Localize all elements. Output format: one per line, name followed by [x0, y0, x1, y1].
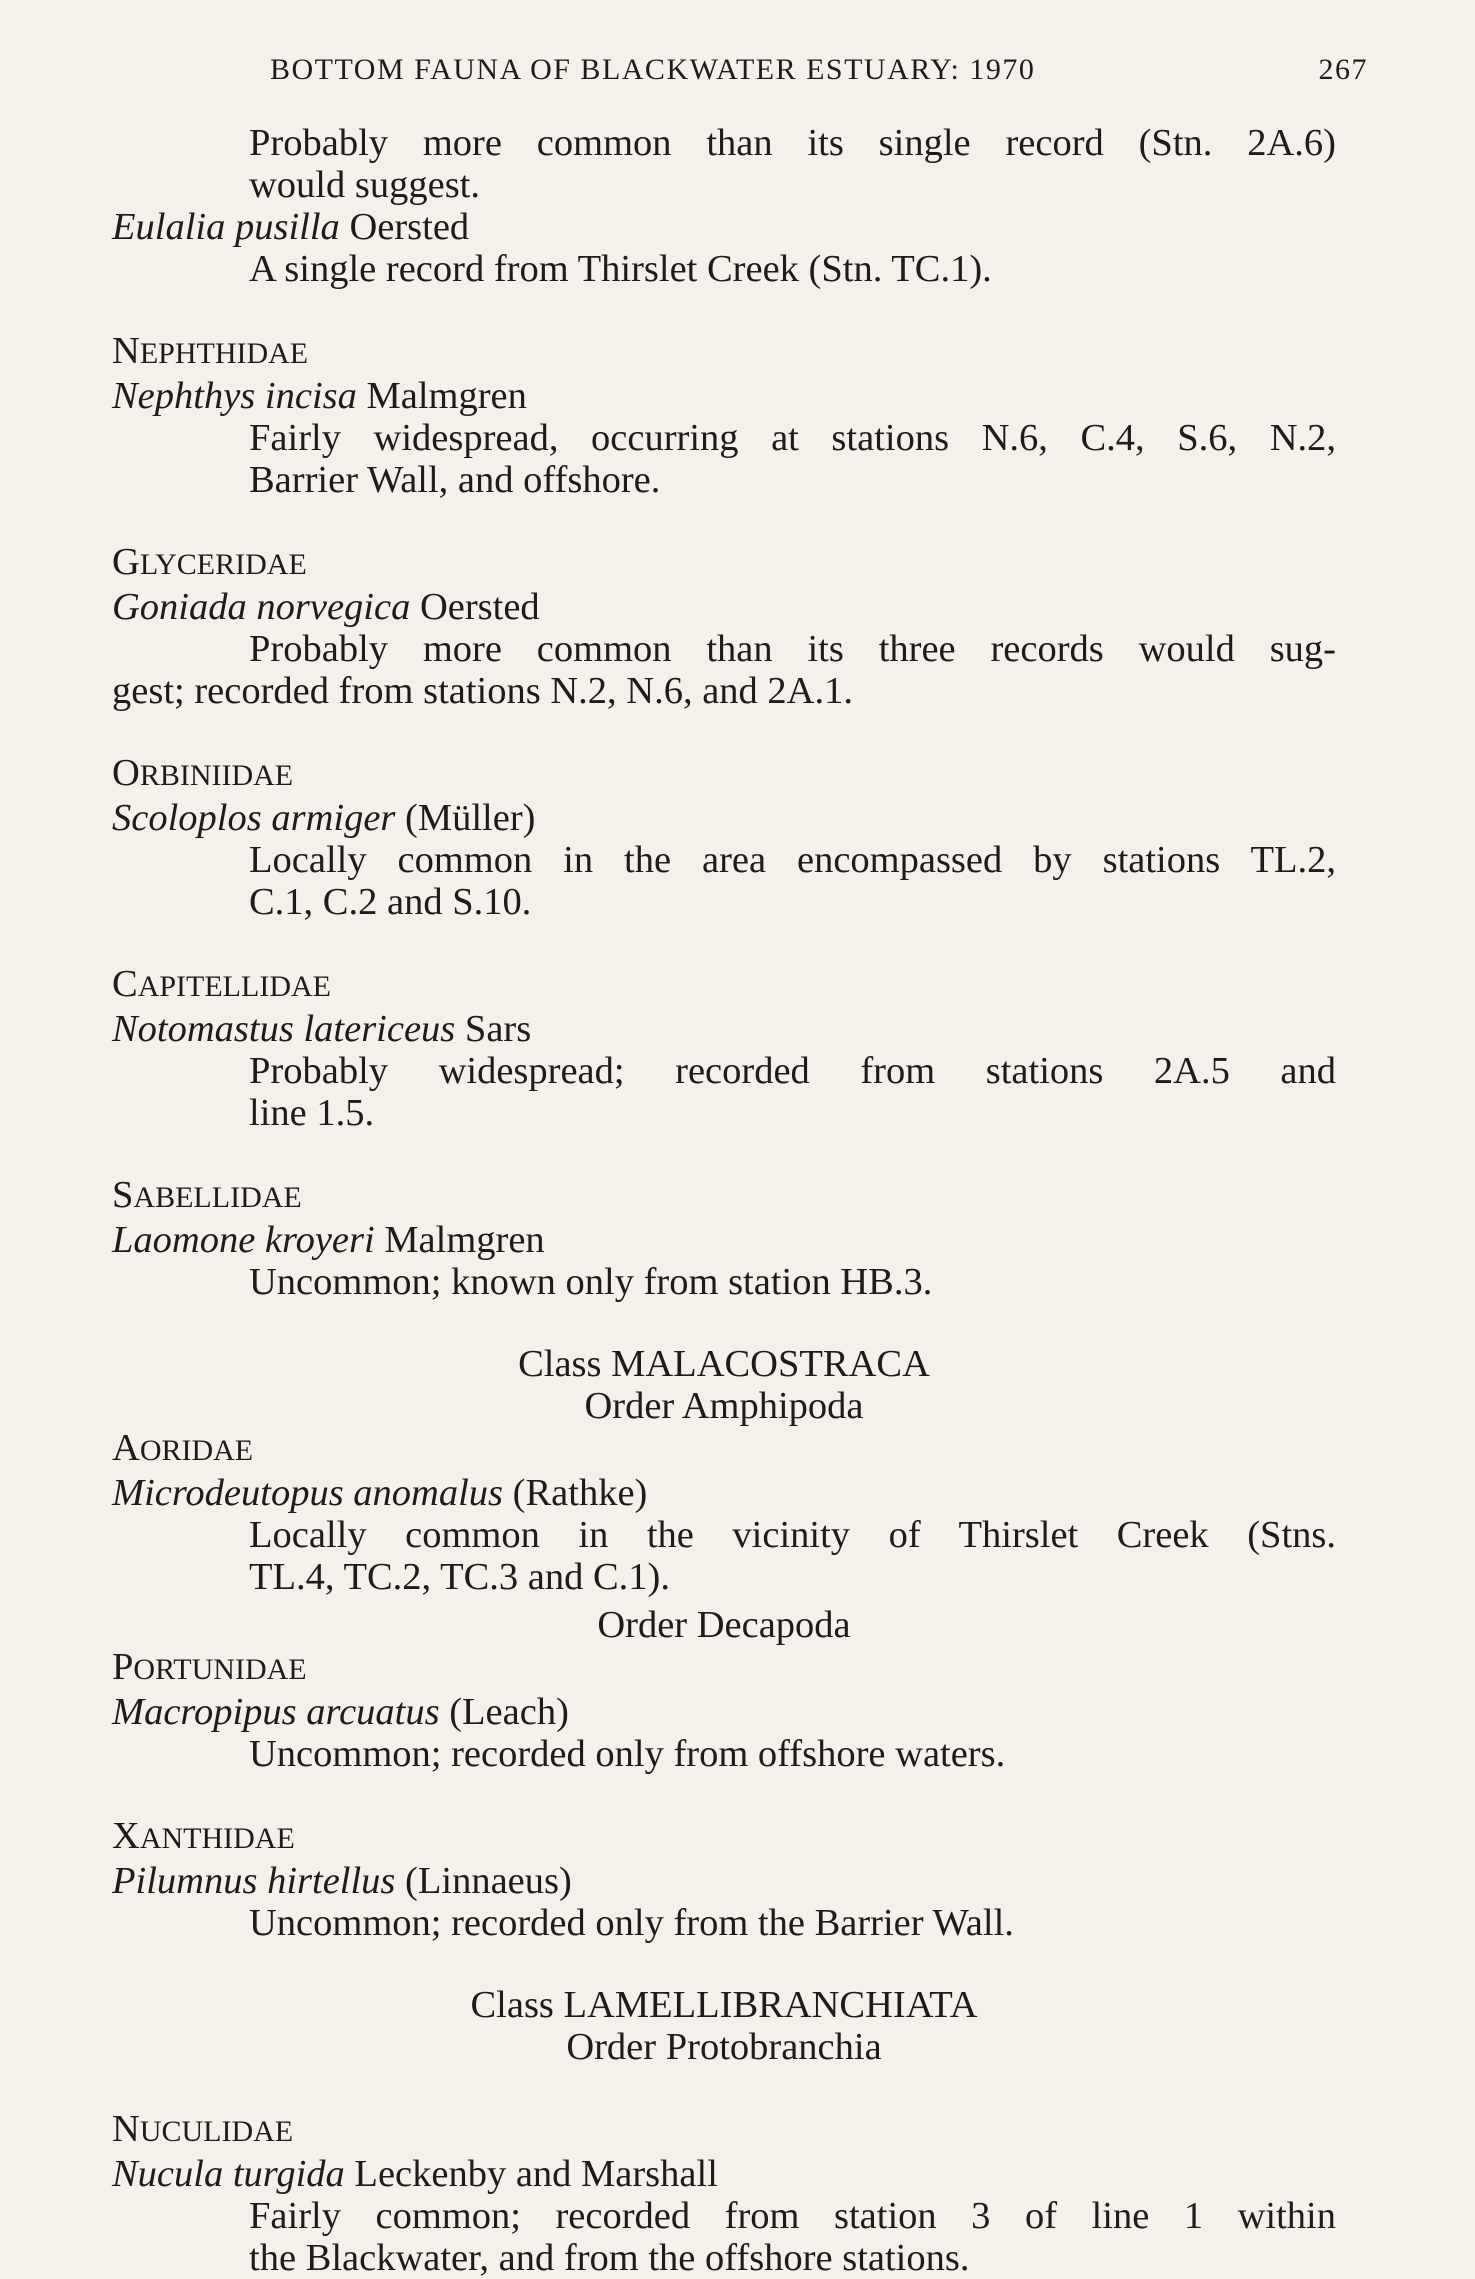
family-heading-glyceridae — [112, 541, 1336, 586]
running-title: BOTTOM FAUNA OF BLACKWATER ESTUARY: 1970 — [270, 53, 1036, 86]
species-heading-macropipus — [112, 1691, 1336, 1733]
family-initial: N — [112, 330, 140, 372]
species-note-line-2: the Blackwater, and from the offshore stations. — [249, 2237, 970, 2279]
species-heading-eulalia — [112, 206, 1336, 248]
continuation-line-1: Probably more common than its single record (Stn. 2A.6) — [249, 122, 1336, 164]
family-rest: RBINIIDAE — [139, 759, 294, 792]
family-initial: G — [112, 541, 140, 583]
species-author: Malmgren — [366, 375, 527, 417]
species-note: Uncommon; known only from station HB.3. — [249, 1261, 933, 1303]
family-rest: EPHTHIDAE — [139, 337, 309, 370]
class-heading-malacostraca: Class MALACOSTRACA — [518, 1343, 930, 1385]
species-note-line-2: TL.4, TC.2, TC.3 and C.1). — [249, 1556, 670, 1598]
species-author: Sars — [464, 1008, 532, 1050]
species-note: A single record from Thirslet Creek (Stn. TC.1). — [249, 248, 992, 290]
family-heading-portunidae — [112, 1646, 1336, 1691]
species-note-line-2: Barrier Wall, and offshore. — [249, 459, 661, 501]
species-author: (Rathke) — [512, 1472, 648, 1514]
species-note-line-1: Locally common in the vicinity of Thirslet Creek (Stns. — [249, 1514, 1336, 1556]
species-heading-pilumnus — [112, 1860, 1336, 1902]
species-name: Scoloplos armiger — [112, 797, 396, 839]
species-note: Uncommon; recorded only from the Barrier Wall. — [249, 1902, 1014, 1944]
family-initial: S — [112, 1174, 134, 1216]
species-note-line-2: C.1, C.2 and S.10. — [249, 881, 532, 923]
family-heading-sabellidae — [112, 1174, 1336, 1219]
family-rest: APITELLIDAE — [137, 970, 331, 1003]
family-heading-nephthyidae — [112, 330, 1336, 375]
species-name: Goniada norvegica — [112, 586, 411, 628]
species-name: Microdeutopus anomalus — [112, 1472, 504, 1514]
family-initial: O — [112, 752, 140, 794]
species-author: Malmgren — [384, 1219, 545, 1261]
family-rest: ORTUNIDAE — [133, 1653, 307, 1686]
species-author: Oersted — [419, 586, 540, 628]
page-body — [112, 122, 1336, 2279]
species-name: Macropipus arcuatus — [112, 1691, 440, 1733]
species-author: (Leach) — [449, 1691, 569, 1733]
species-author: (Linnaeus) — [405, 1860, 572, 1902]
species-note-line-2: gest; recorded from stations N.2, N.6, and 2A.1. — [112, 670, 853, 712]
species-note-line-1: Fairly widespread, occurring at stations N.6, C.4, S.6, N.2, — [249, 417, 1336, 459]
page-number: 267 — [1318, 53, 1368, 86]
family-initial: X — [112, 1815, 140, 1857]
order-heading-amphipoda: Order Amphipoda — [584, 1385, 864, 1427]
species-heading-notomastus — [112, 1008, 1336, 1050]
species-heading-goniada — [112, 586, 1336, 628]
species-author: Oersted — [349, 206, 470, 248]
species-heading-nucula — [112, 2153, 1336, 2195]
family-rest: ORIDAE — [139, 1434, 254, 1467]
family-rest: LYCERIDAE — [139, 548, 307, 581]
species-author: (Müller) — [405, 797, 536, 839]
species-heading-laomone — [112, 1219, 1336, 1261]
species-note-line-1: Locally common in the area encompassed by stations TL.2, — [249, 839, 1336, 881]
family-initial: C — [112, 963, 138, 1005]
family-rest: ANTHIDAE — [139, 1822, 295, 1855]
family-heading-nuculidae — [112, 2108, 1336, 2153]
running-header — [270, 52, 1368, 88]
species-name: Nucula turgida — [112, 2153, 345, 2195]
species-heading-scoloplos — [112, 797, 1336, 839]
species-name: Eulalia pusilla — [112, 206, 340, 248]
continuation-line-2: would suggest. — [249, 164, 480, 206]
family-rest: UCULIDAE — [139, 2115, 294, 2148]
species-heading-microdeutopus — [112, 1472, 1336, 1514]
species-note-line-2: line 1.5. — [249, 1092, 375, 1134]
species-author: Leckenby and Marshall — [354, 2153, 718, 2195]
order-heading-decapoda: Order Decapoda — [597, 1604, 851, 1646]
family-heading-aoridae — [112, 1427, 1336, 1472]
family-initial: N — [112, 2108, 140, 2150]
order-heading-protobranchia: Order Protobranchia — [566, 2026, 882, 2068]
species-note-line-1: Fairly common; recorded from station 3 of line 1 within — [249, 2195, 1336, 2237]
family-heading-capitellidae — [112, 963, 1336, 1008]
species-name: Nephthys incisa — [112, 375, 357, 417]
family-heading-orbiniidae — [112, 752, 1336, 797]
family-initial: A — [112, 1427, 140, 1469]
class-heading-lamellibranchiata: Class LAMELLIBRANCHIATA — [470, 1984, 978, 2026]
species-note: Uncommon; recorded only from offshore waters. — [249, 1733, 1006, 1775]
species-heading-nephthys — [112, 375, 1336, 417]
species-note-line-1: Probably more common than its three records would sug- — [249, 628, 1336, 670]
species-name: Notomastus latericeus — [112, 1008, 456, 1050]
family-rest: ABELLIDAE — [133, 1181, 302, 1214]
species-name: Laomone kroyeri — [112, 1219, 375, 1261]
species-note-line-1: Probably widespread; recorded from stations 2A.5 and — [249, 1050, 1336, 1092]
species-name: Pilumnus hirtellus — [112, 1860, 396, 1902]
family-heading-xanthidae — [112, 1815, 1336, 1860]
family-initial: P — [112, 1646, 134, 1688]
